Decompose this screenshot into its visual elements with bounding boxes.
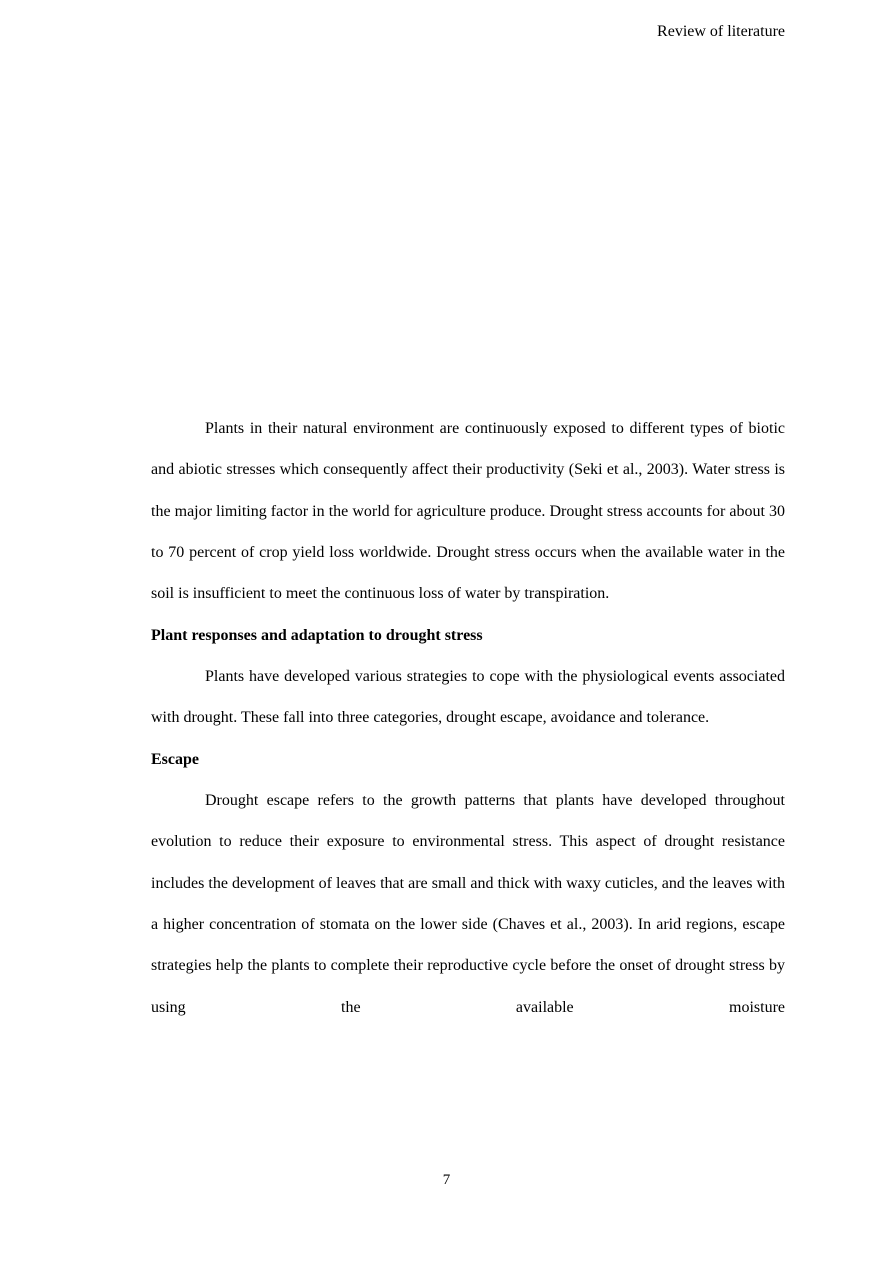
paragraph-strategies: Plants have developed various strategies to cope with the physiological events associated with drought. These fall into three categories, drought escape, avoidance and tolerance.: [151, 668, 785, 727]
section-heading-escape: Escape: [151, 750, 199, 768]
running-header: Review of literature: [657, 23, 785, 40]
paragraph-escape: Drought escape refers to the growth patterns that plants have developed throughout evolution to reduce their exposure to environmental stress. This aspect of drought resistance includes the development of leaves that are small and thick with waxy cuticles, and the leaves with a higher concentration of stomata on the lower side (Chaves et al., 2003). In arid regions, escape strategies help the plants to complete their reproductive cycle before the onset of drought stress by using the available moisture: [151, 792, 785, 1016]
page-number: 7: [442, 1172, 451, 1188]
section-heading-drought-responses: Plant responses and adaptation to drought stress: [151, 626, 483, 644]
body-text: [151, 408, 785, 1028]
paragraph-intro: Plants in their natural environment are continuously exposed to different types of biotic and abiotic stresses which consequently affect their productivity (Seki et al., 2003). Water stress is the major limiting factor in the world for agriculture produce. Drought stress accounts for about 30 to 70 percent of crop yield loss worldwide. Drought stress occurs when the available water in the soil is insufficient to meet the continuous loss of water by transpiration.: [151, 420, 785, 603]
